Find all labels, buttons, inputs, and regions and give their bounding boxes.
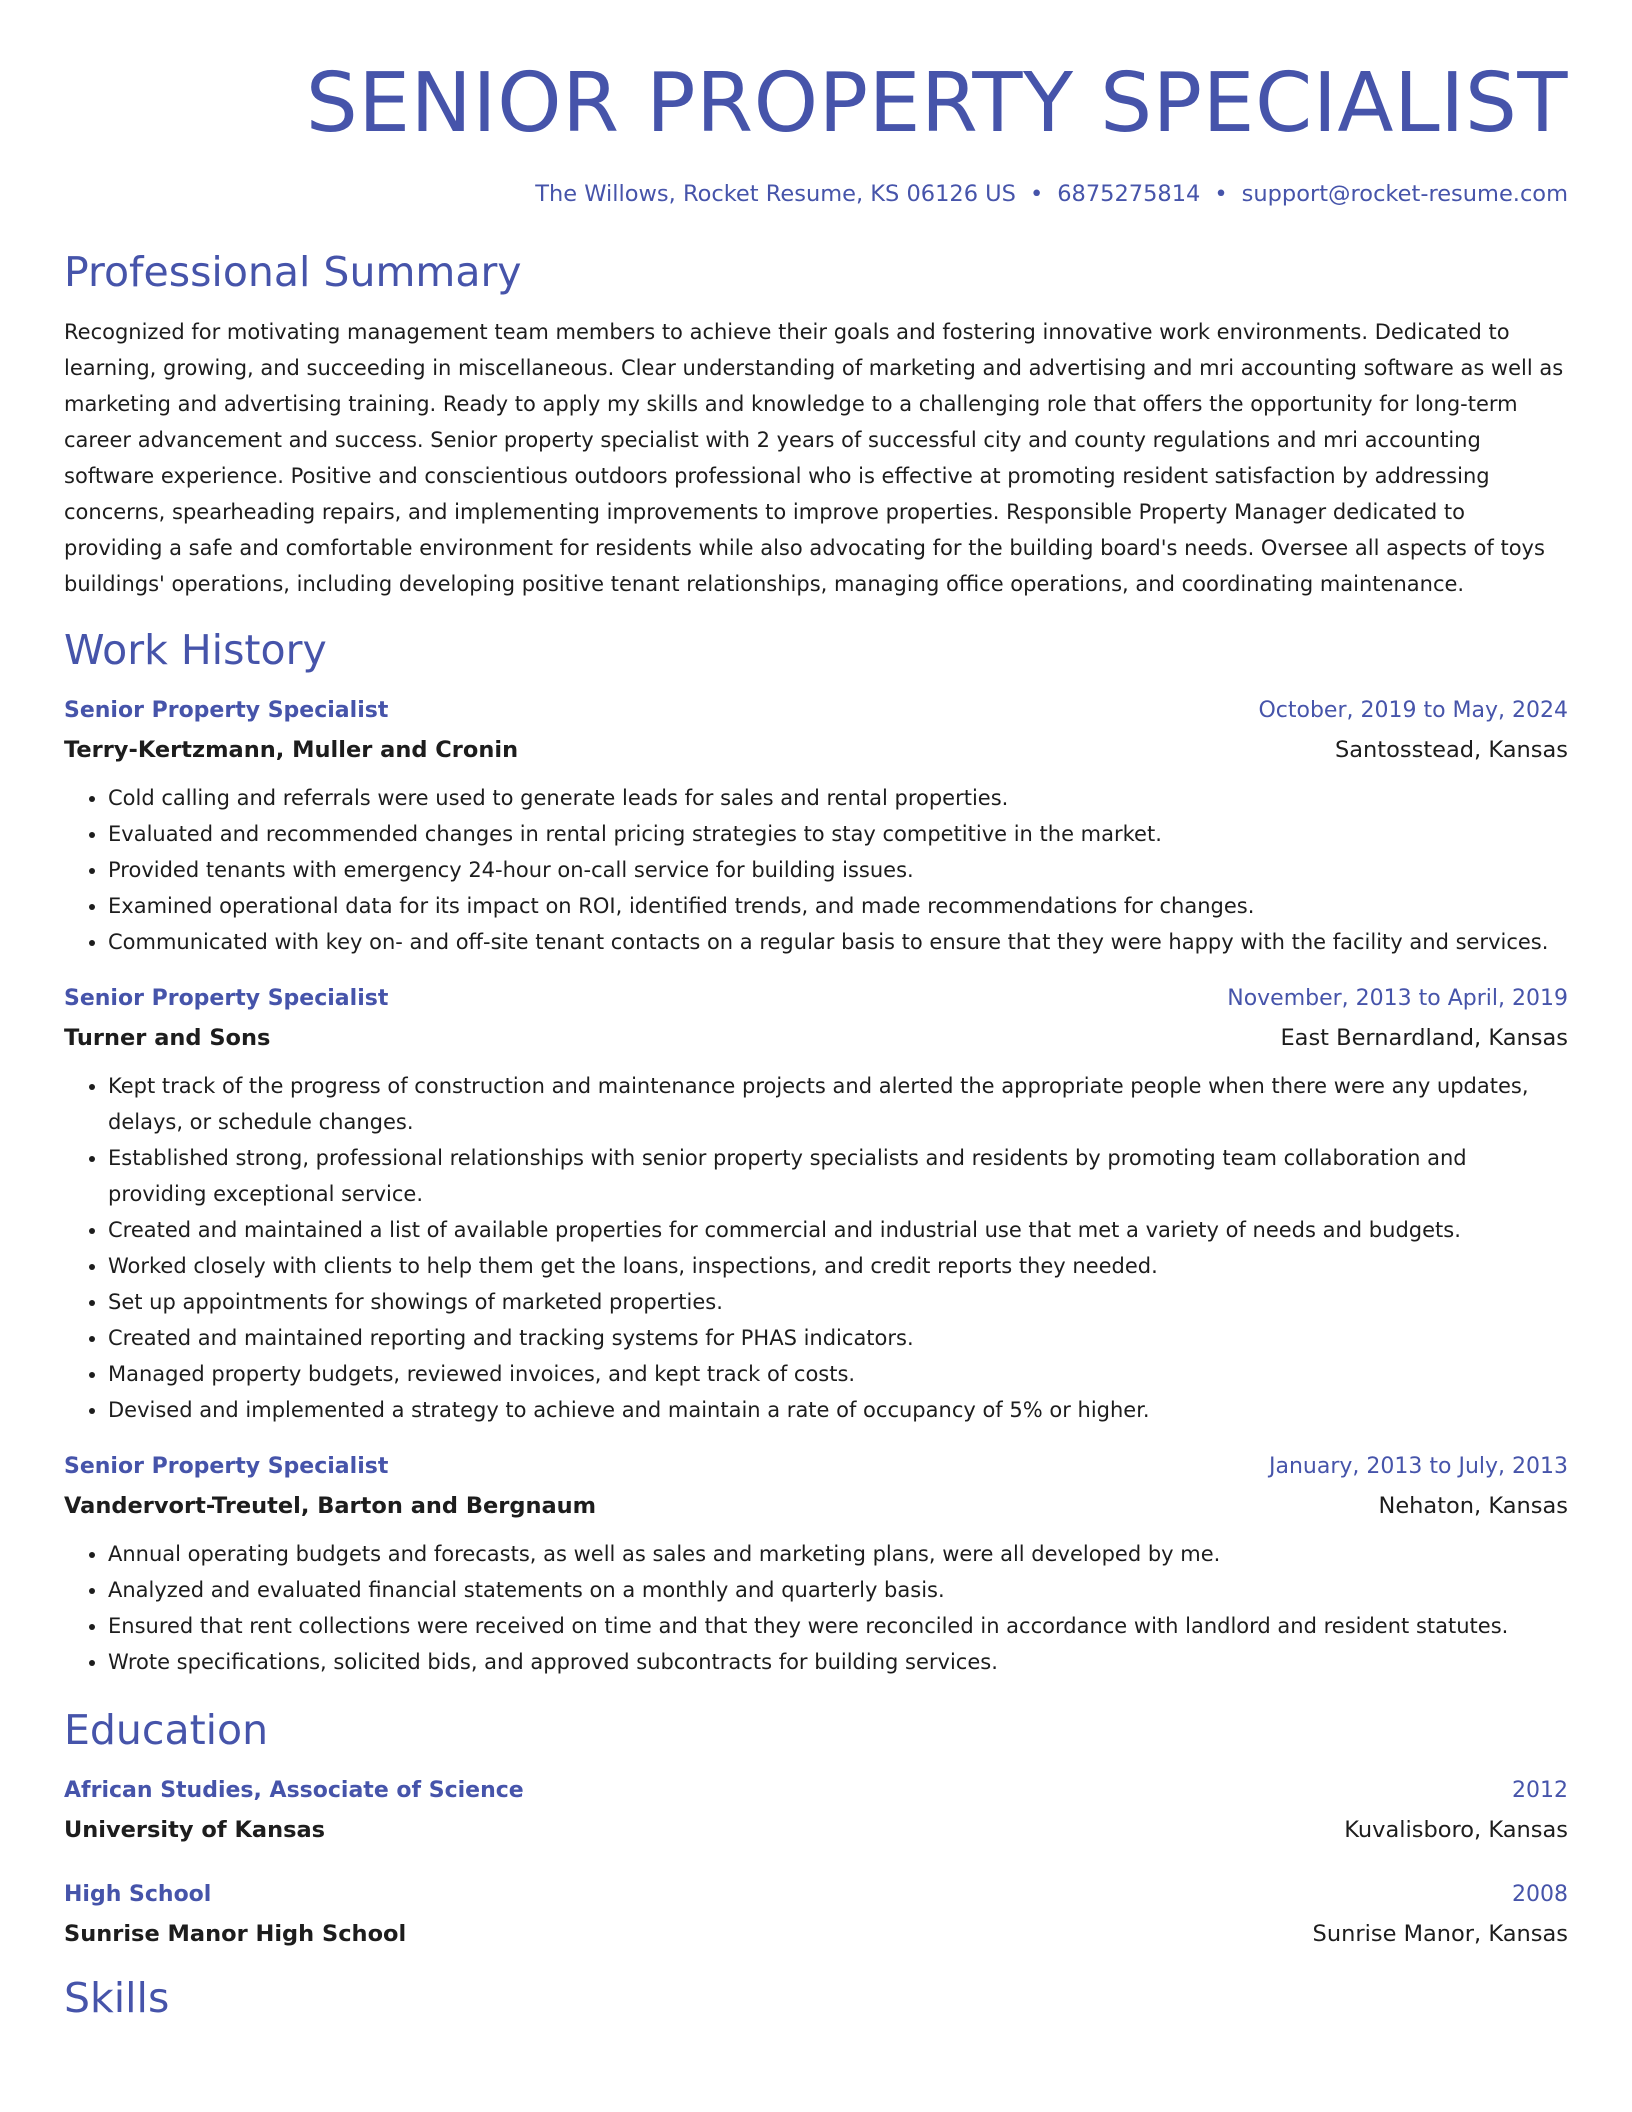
job-location: Nehaton, Kansas bbox=[1378, 1493, 1568, 1519]
job-dates: November, 2013 to April, 2019 bbox=[1227, 986, 1568, 1011]
contact-separator: • bbox=[1029, 181, 1044, 207]
resume-page bbox=[64, 0, 1568, 2026]
job-subheader bbox=[64, 1486, 1568, 1526]
job-dates: October, 2019 to May, 2024 bbox=[1258, 698, 1568, 723]
education-subheader bbox=[64, 1914, 1568, 1954]
job-bullet: • Examined operational data for its impact on ROI, identified trends, and made recommendations for changes. bbox=[108, 888, 1568, 924]
contact-line bbox=[64, 178, 1568, 210]
summary-text: Recognized for motivating management team members to achieve their goals and fostering innovative work environments. Dedicated to learning, growing, and succeeding in miscellaneous. Clear understanding of marketing and advertising and mri accounting software as well as marketing and advertising training. Ready to apply my skills and knowledge to a challenging role that offers the opportunity for long-term career advancement and success. Senior property specialist with 2 years of successful city and county regulations and mri accounting software experience. Positive and conscientious outdoors professional who is effective at promoting resident satisfaction by addressing concerns, spearheading repairs, and implementing improvements to improve properties. Responsible Property Manager dedicated to providing a safe and comfortable environment for residents while also advocating for the building board's needs. Oversee all aspects of toys buildings' operations, including developing positive tenant relationships, managing office operations, and coordinating maintenance. bbox=[64, 320, 1564, 596]
work-history-heading: Work History bbox=[64, 626, 327, 674]
job-dates: January, 2013 to July, 2013 bbox=[1269, 1454, 1568, 1479]
job-bullet: • Provided tenants with emergency 24-hour on-call service for building issues. bbox=[108, 852, 1568, 888]
education-degree: High School bbox=[64, 1882, 212, 1907]
job-bullet: • Created and maintained a list of available properties for commercial and industrial use that met a variety of needs and budgets. bbox=[108, 1212, 1568, 1248]
job-entry bbox=[64, 692, 1568, 960]
job-bullet: • Analyzed and evaluated financial statements on a monthly and quarterly basis. bbox=[108, 1572, 1568, 1608]
contact-separator: • bbox=[1214, 181, 1228, 207]
job-location: Santosstead, Kansas bbox=[1334, 737, 1568, 763]
job-bullet: • Annual operating budgets and forecasts, as well as sales and marketing plans, were all developed by me. bbox=[108, 1536, 1568, 1572]
job-bullets bbox=[64, 780, 1568, 960]
job-header bbox=[64, 692, 1568, 730]
job-company: Vandervort-Treutel, Barton and Bergnaum bbox=[64, 1493, 597, 1519]
job-bullet: • Communicated with key on- and off-site tenant contacts on a regular basis to ensure that they were happy with the facility and services. bbox=[108, 924, 1568, 960]
education-location: Kuvalisboro, Kansas bbox=[1344, 1817, 1568, 1843]
job-company: Turner and Sons bbox=[64, 1025, 271, 1051]
job-bullet: • Set up appointments for showings of marketed properties. bbox=[108, 1284, 1568, 1320]
job-entry bbox=[64, 1448, 1568, 1680]
contact-address: The Willows, Rocket Resume, KS 06126 US bbox=[535, 181, 1016, 207]
job-bullet: • Worked closely with clients to help them get the loans, inspections, and credit reports they needed. bbox=[108, 1248, 1568, 1284]
job-bullet: • Created and maintained reporting and tracking systems for PHAS indicators. bbox=[108, 1320, 1568, 1356]
job-bullets bbox=[64, 1536, 1568, 1680]
job-subheader bbox=[64, 1018, 1568, 1058]
job-bullet: • Kept track of the progress of construction and maintenance projects and alerted the appropriate people when there were any updates, delays, or schedule changes. bbox=[108, 1068, 1568, 1140]
job-location: East Bernardland, Kansas bbox=[1280, 1025, 1568, 1051]
education-entry bbox=[64, 1876, 1568, 1954]
education-header bbox=[64, 1772, 1568, 1810]
education-year: 2012 bbox=[1512, 1778, 1568, 1803]
education-degree: African Studies, Associate of Science bbox=[64, 1778, 524, 1803]
job-bullets bbox=[64, 1068, 1568, 1428]
job-bullet: • Wrote specifications, solicited bids, and approved subcontracts for building services. bbox=[108, 1644, 1568, 1680]
education-entry bbox=[64, 1772, 1568, 1850]
job-header bbox=[64, 1448, 1568, 1486]
education-location: Sunrise Manor, Kansas bbox=[1312, 1921, 1568, 1947]
job-bullet: • Established strong, professional relationships with senior property specialists and residents by promoting team collaboration and providing exceptional service. bbox=[108, 1140, 1568, 1212]
education-heading: Education bbox=[64, 1706, 269, 1754]
resume-title: SENIOR PROPERTY SPECIALIST bbox=[305, 56, 1568, 151]
job-entry bbox=[64, 980, 1568, 1428]
job-role: Senior Property Specialist bbox=[64, 986, 389, 1011]
contact-phone: 6875275814 bbox=[1057, 181, 1201, 207]
education-school: University of Kansas bbox=[64, 1817, 326, 1843]
job-role: Senior Property Specialist bbox=[64, 698, 389, 723]
job-bullet: • Devised and implemented a strategy to achieve and maintain a rate of occupancy of 5% or higher. bbox=[108, 1392, 1568, 1428]
contact-email: support@rocket-resume.com bbox=[1241, 181, 1568, 207]
job-company: Terry-Kertzmann, Muller and Cronin bbox=[64, 737, 519, 763]
job-role: Senior Property Specialist bbox=[64, 1454, 389, 1479]
education-year: 2008 bbox=[1512, 1882, 1568, 1907]
job-subheader bbox=[64, 730, 1568, 770]
job-bullet: • Ensured that rent collections were received on time and that they were reconciled in accordance with landlord and resident statutes. bbox=[108, 1608, 1568, 1644]
education-school: Sunrise Manor High School bbox=[64, 1921, 407, 1947]
skills-heading: Skills bbox=[64, 1974, 170, 2022]
education-subheader bbox=[64, 1810, 1568, 1850]
education-header bbox=[64, 1876, 1568, 1914]
job-bullet: • Cold calling and referrals were used to generate leads for sales and rental properties. bbox=[108, 780, 1568, 816]
job-header bbox=[64, 980, 1568, 1018]
job-bullet: • Evaluated and recommended changes in rental pricing strategies to stay competitive in the market. bbox=[108, 816, 1568, 852]
job-bullet: • Managed property budgets, reviewed invoices, and kept track of costs. bbox=[108, 1356, 1568, 1392]
summary-heading: Professional Summary bbox=[64, 248, 522, 296]
